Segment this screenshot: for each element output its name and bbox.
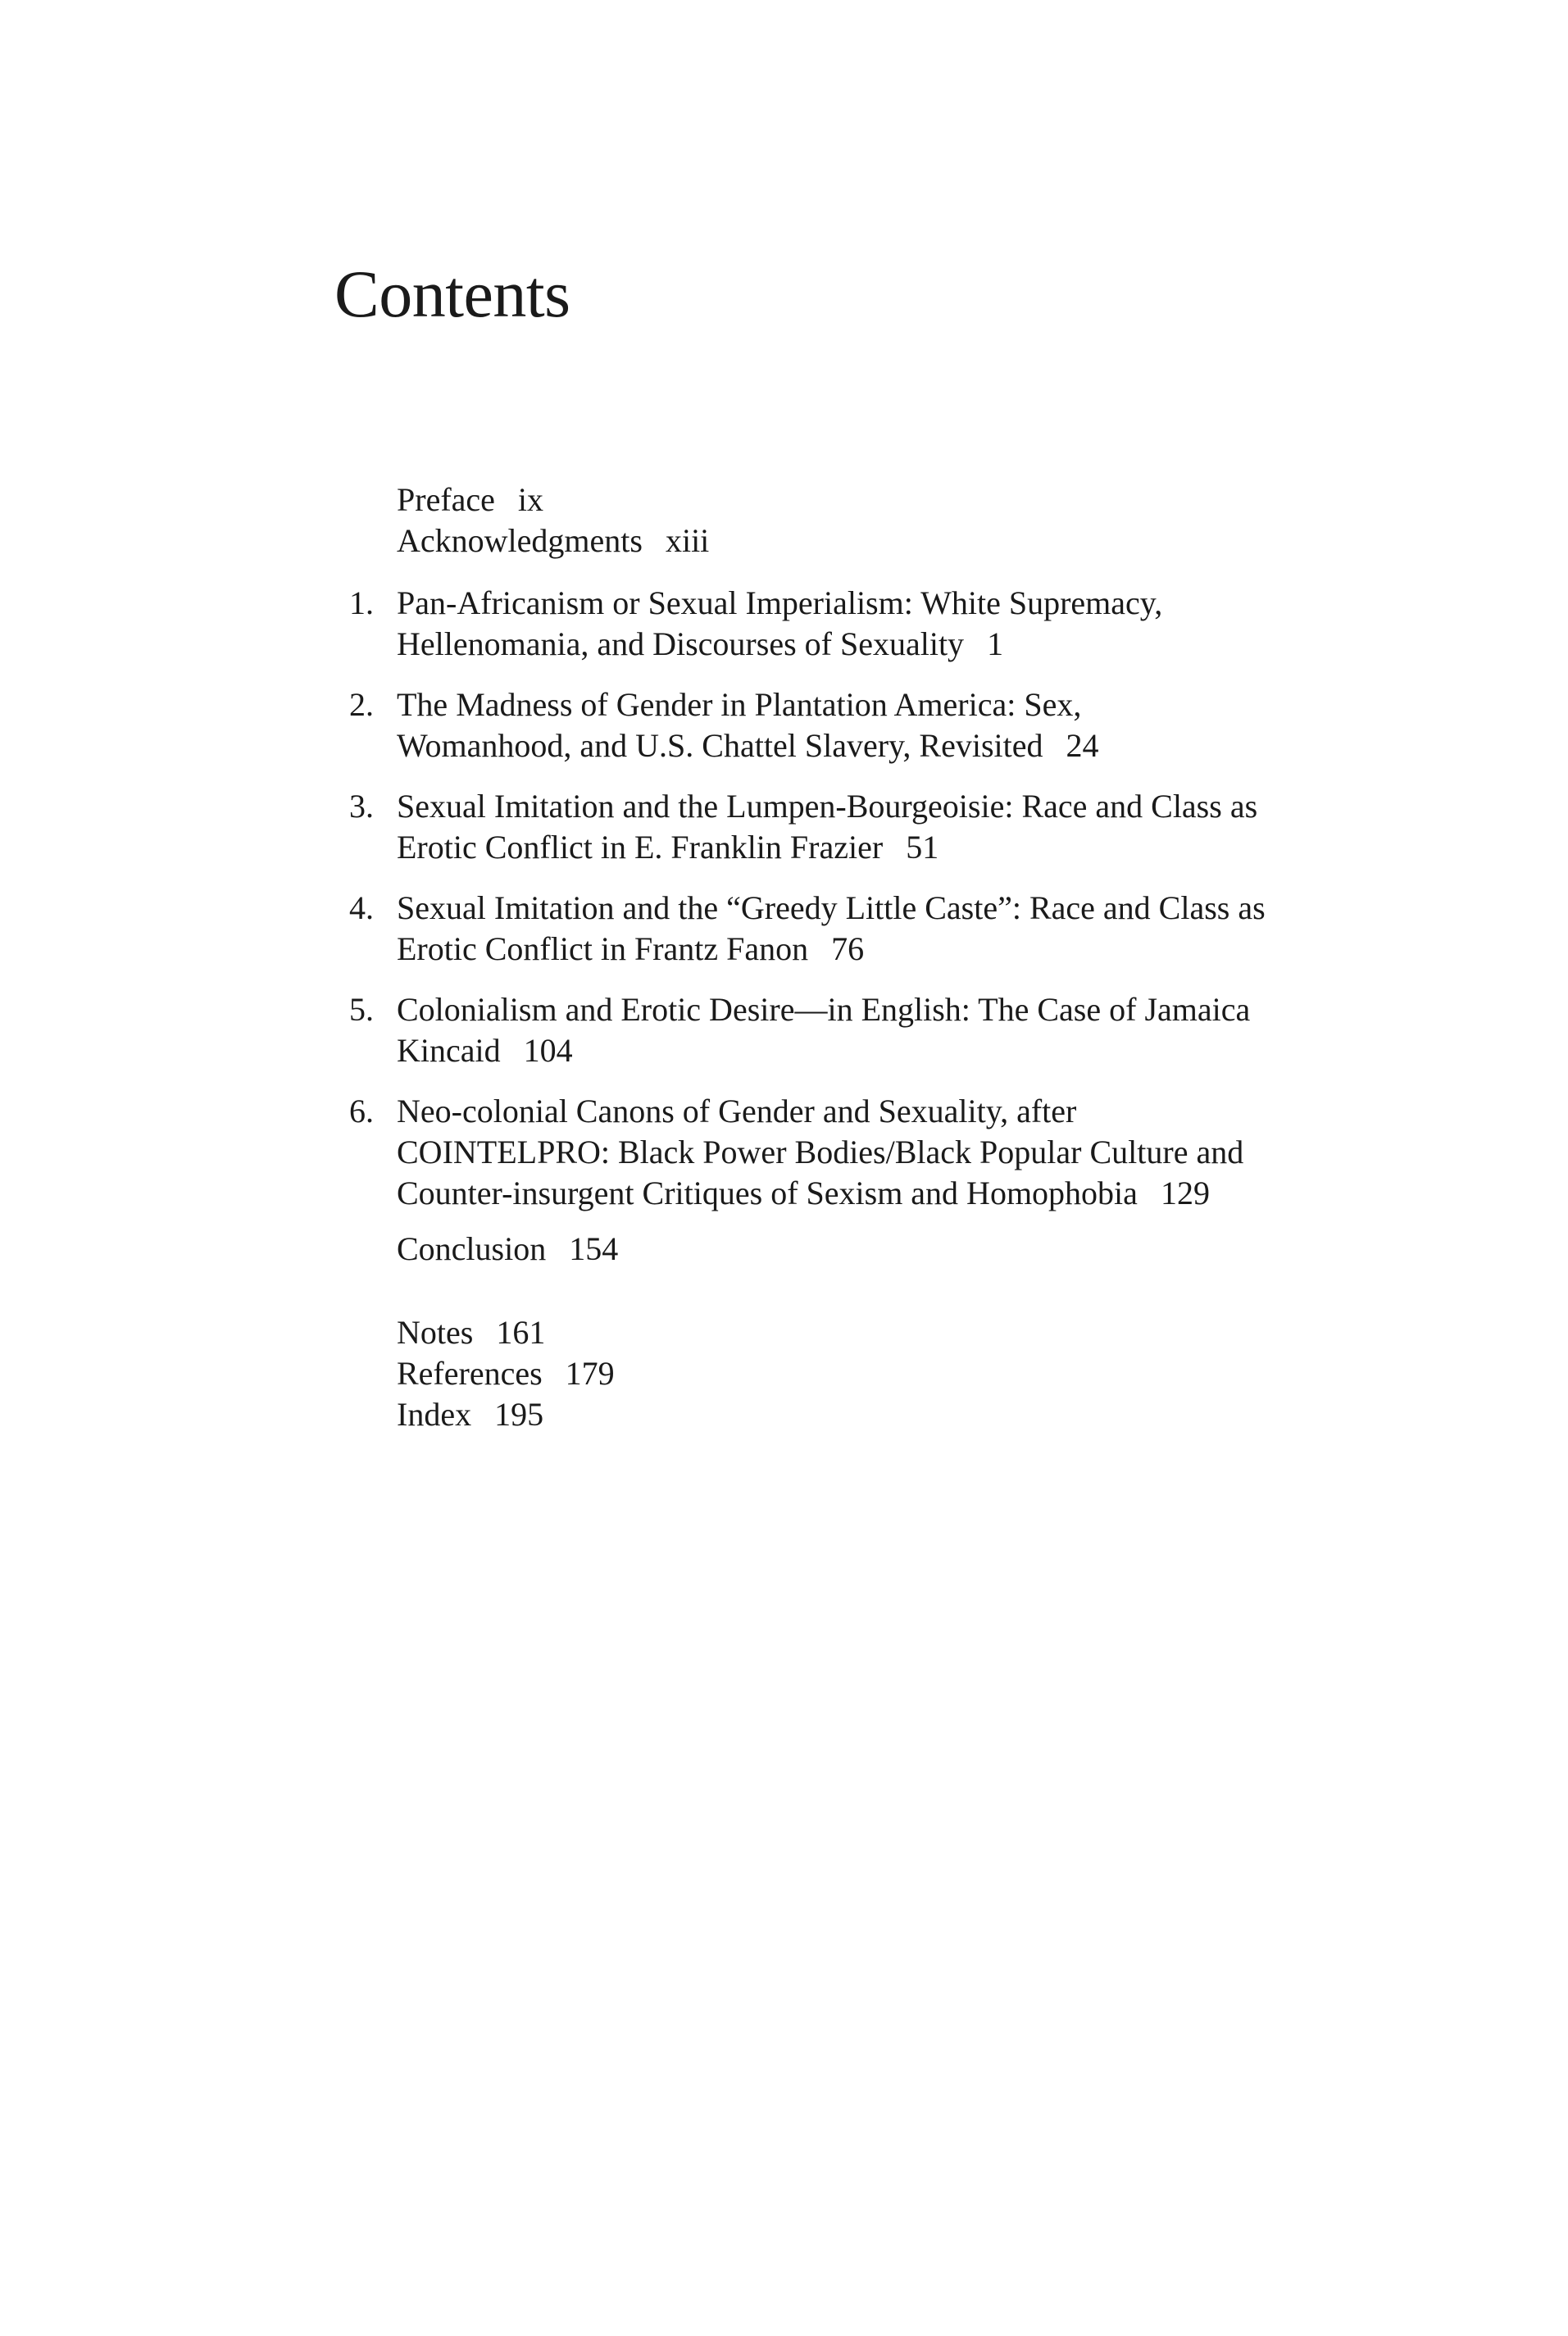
entry-page: 179: [565, 1355, 615, 1392]
entry-label: Preface: [397, 481, 495, 518]
toc-entry-acknowledgments: [397, 520, 1331, 561]
chapter-number: 6.: [349, 1093, 374, 1129]
chapter-number: 2.: [349, 686, 374, 723]
chapter-page: 76: [831, 930, 865, 967]
chapter-title-line: Erotic Conflict in E. Franklin Frazier: [397, 829, 884, 866]
toc-entry-chapter-3: [349, 786, 1331, 868]
chapter-title-line: Sexual Imitation and the Lumpen-Bourgeoisie: Race and Class as: [397, 788, 1258, 825]
back-matter: [397, 1312, 1331, 1435]
chapter-title-line: Sexual Imitation and the “Greedy Little Caste”: Race and Class as: [397, 889, 1266, 926]
toc-entry-index: [397, 1394, 1331, 1435]
front-matter: [397, 479, 1331, 561]
chapter-page: 24: [1066, 727, 1099, 764]
chapter-title-line: The Madness of Gender in Plantation America: Sex,: [397, 686, 1082, 723]
entry-page: ix: [517, 481, 544, 518]
chapter-title-line: Hellenomania, and Discourses of Sexuality: [397, 625, 965, 662]
chapter-page: 51: [906, 829, 939, 866]
toc-entry-chapter-6: [349, 1091, 1331, 1214]
entry-label: Index: [397, 1396, 472, 1433]
chapter-title-line: COINTELPRO: Black Power Bodies/Black Popular Culture and: [397, 1134, 1244, 1170]
toc-entry-chapter-1: [349, 583, 1331, 665]
toc-entry-preface: [397, 479, 1331, 520]
toc-entry-conclusion: [397, 1229, 1331, 1270]
entry-label: References: [397, 1355, 543, 1392]
chapter-page: 1: [987, 625, 1004, 662]
toc-entry-notes: [397, 1312, 1331, 1353]
entry-page: xiii: [665, 522, 710, 559]
chapter-title-line: Neo-colonial Canons of Gender and Sexuality, after: [397, 1093, 1077, 1129]
chapter-title-line: Kincaid: [397, 1032, 501, 1069]
page-title: Contents: [334, 257, 570, 331]
chapter-number: 3.: [349, 788, 374, 825]
chapter-page: 104: [523, 1032, 573, 1069]
entry-label: Conclusion: [397, 1230, 547, 1267]
toc-entry-chapter-4: [349, 888, 1331, 970]
chapter-list: [349, 583, 1331, 1270]
chapter-title-line: Pan-Africanism or Sexual Imperialism: White Supremacy,: [397, 584, 1163, 621]
chapter-number: 1.: [349, 584, 374, 621]
entry-page: 161: [496, 1314, 546, 1351]
chapter-number: 4.: [349, 889, 374, 926]
toc-entry-references: [397, 1353, 1331, 1394]
toc-entry-chapter-5: [349, 989, 1331, 1071]
entry-page: 195: [494, 1396, 544, 1433]
entry-page: 154: [569, 1230, 619, 1267]
entry-label: Acknowledgments: [397, 522, 643, 559]
chapter-page: 129: [1160, 1175, 1210, 1211]
entry-label: Notes: [397, 1314, 474, 1351]
toc-entry-chapter-2: [349, 684, 1331, 766]
chapter-title-line: Erotic Conflict in Frantz Fanon: [397, 930, 809, 967]
chapter-title-line: Womanhood, and U.S. Chattel Slavery, Revisited: [397, 727, 1043, 764]
chapter-number: 5.: [349, 991, 374, 1028]
chapter-title-line: Colonialism and Erotic Desire—in English: The Case of Jamaica: [397, 991, 1251, 1028]
table-of-contents: [349, 479, 1331, 1435]
chapter-title-line: Counter-insurgent Critiques of Sexism and Homophobia: [397, 1175, 1138, 1211]
